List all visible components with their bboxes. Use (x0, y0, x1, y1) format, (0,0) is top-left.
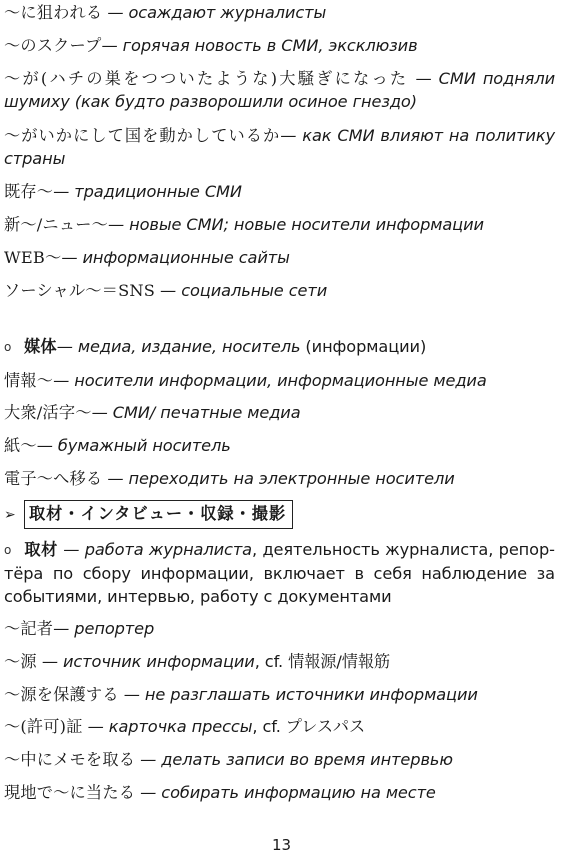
russian-translation: — переходить на электронные носители (102, 469, 455, 488)
text-line (4, 181, 557, 203)
japanese-term: ～(許可)証 (4, 717, 83, 736)
text-line (4, 749, 557, 771)
russian-translation: — осаждают журналисты (102, 3, 327, 22)
page-number: 13 (271, 836, 292, 854)
term-description-rest: , деятельность журналиста, репортёра по сбору информации, включает в себя наблюдение за событиями, интервью, работу с документами (4, 540, 555, 606)
japanese-term: 電子～へ移る (4, 469, 103, 488)
bullet-icon: o (4, 340, 12, 354)
text-line (4, 370, 557, 392)
russian-translation: — бумажный носитель (36, 436, 231, 455)
section-heading (4, 500, 557, 529)
text-line (4, 618, 557, 640)
japanese-term: ～中にメモを取る (4, 750, 136, 769)
japanese-term: ソーシャル～＝SNS (4, 281, 156, 300)
japanese-term: ～源を保護する (4, 685, 119, 704)
japanese-term: WEB～ (4, 248, 62, 267)
russian-translation: — информационные сайты (61, 248, 290, 267)
russian-translation: — как СМИ влияют на политику страны (4, 126, 555, 168)
text-line (4, 435, 557, 457)
japanese-term: ～記者 (4, 619, 54, 638)
russian-translation: — собирать информацию на месте (135, 783, 436, 802)
term-description: — работа журналиста (57, 540, 252, 559)
russian-translation: — новые СМИ; новые носители информации (107, 215, 484, 234)
text-line (4, 2, 557, 24)
japanese-term: 現地で～に当たる (4, 783, 136, 802)
japanese-term: 紙～ (4, 436, 37, 455)
cross-reference: , cf. プレスパス (252, 717, 366, 736)
term-description: — медиа, издание, носитель (56, 337, 301, 356)
text-line (4, 280, 557, 302)
section-heading-text: 取材・インタビュー・収録・撮影 (24, 500, 293, 529)
japanese-term: 新～/ニュー～ (4, 215, 108, 234)
japanese-term: ～源 (4, 652, 37, 671)
japanese-term: ～に狙われる (4, 3, 103, 22)
text-line (4, 782, 557, 804)
russian-translation: — СМИ подняли шумиху (как будто разворошили осиное гнездо) (4, 69, 555, 111)
bullet-entry-shuzai (4, 538, 555, 608)
arrow-bullet-icon: ➢ (4, 507, 16, 523)
russian-translation: — носители информации, информационные медиа (53, 371, 487, 390)
russian-translation: — репортер (53, 619, 155, 638)
term-baitai: 媒体 (24, 337, 57, 356)
text-line (4, 716, 557, 738)
japanese-term: 情報～ (4, 371, 54, 390)
text-line (4, 214, 557, 236)
russian-translation: — источник информации (36, 652, 255, 671)
text-line (4, 35, 557, 57)
term-description-paren: (информации) (300, 337, 427, 356)
term-shuzai: 取材 (24, 540, 58, 559)
japanese-term: ～のスクープ (4, 36, 102, 55)
bullet-entry-baitai (4, 336, 557, 358)
text-line (4, 67, 555, 113)
japanese-term: 大衆/活字～ (4, 403, 92, 422)
russian-translation: — карточка прессы (82, 717, 253, 736)
russian-translation: — СМИ/ печатные медиа (91, 403, 301, 422)
russian-translation: — делать записи во время интервью (135, 750, 453, 769)
japanese-term: ～がいかにして国を動かしているか (4, 126, 281, 145)
text-line (4, 247, 557, 269)
text-line (4, 468, 557, 490)
japanese-term: 既存～ (4, 182, 54, 201)
japanese-term: ～が(ハチの巣をつついたような)大騒ぎになった (4, 69, 409, 88)
russian-translation: — традиционные СМИ (53, 182, 242, 201)
text-line (4, 124, 555, 170)
russian-translation: — не разглашать источники информации (118, 685, 478, 704)
russian-translation: — горячая новость в СМИ, эксклюзив (101, 36, 418, 55)
text-line (4, 684, 557, 706)
bullet-icon: o (4, 543, 12, 557)
cross-reference: , cf. 情報源/情報筋 (254, 652, 390, 671)
text-line (4, 402, 557, 424)
text-line (4, 651, 557, 673)
russian-translation: — социальные сети (155, 281, 328, 300)
